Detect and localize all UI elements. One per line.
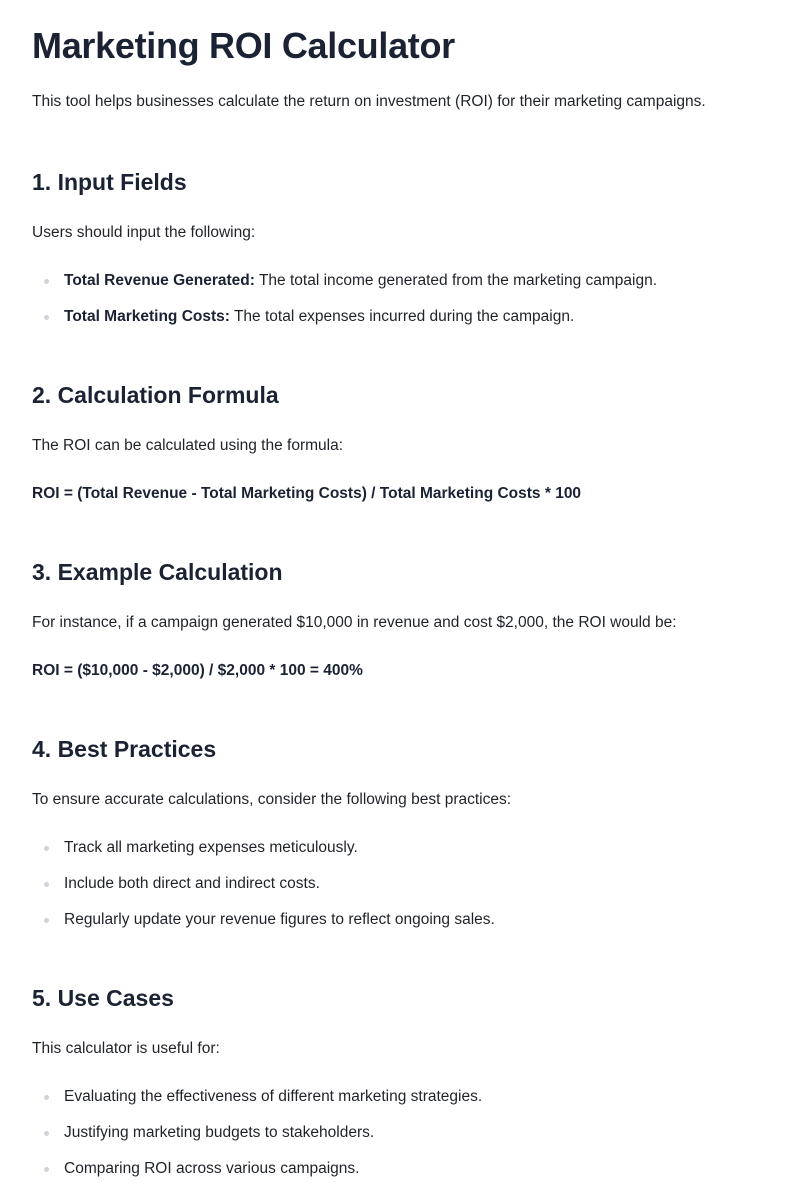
page-title: Marketing ROI Calculator [32, 25, 455, 66]
section-input-fields [32, 167, 768, 329]
intro-paragraph: This tool helps businesses calculate the return on investment (ROI) for their marketing campaigns. [32, 93, 706, 110]
section-heading: 3. Example Calculation [32, 559, 283, 585]
list-item: Track all marketing expenses meticulously. [32, 836, 768, 860]
section-heading: 2. Calculation Formula [32, 382, 279, 408]
list-item [32, 269, 768, 293]
section-paragraph: Users should input the following: [32, 224, 256, 241]
section-calculation-formula [32, 380, 768, 506]
example-formula: ROI = ($10,000 - $2,000) / $2,000 * 100 = 400% [32, 662, 363, 679]
list-item-text: The total expenses incurred during the campaign. [229, 308, 575, 325]
best-practices-list [32, 836, 768, 932]
list-item-term: Total Marketing Costs: [64, 308, 230, 325]
section-example-calculation [32, 557, 768, 683]
list-item-text: The total income generated from the marketing campaign. [254, 272, 658, 289]
list-item: Justifying marketing budgets to stakeholders. [32, 1121, 768, 1145]
list-item: Comparing ROI across various campaigns. [32, 1157, 768, 1181]
section-paragraph: This calculator is useful for: [32, 1040, 220, 1057]
section-heading: 1. Input Fields [32, 169, 187, 195]
section-use-cases [32, 983, 768, 1181]
roi-formula: ROI = (Total Revenue - Total Marketing Costs) / Total Marketing Costs * 100 [32, 485, 582, 502]
section-best-practices [32, 734, 768, 932]
section-paragraph: To ensure accurate calculations, consider the following best practices: [32, 791, 512, 808]
use-cases-list [32, 1085, 768, 1181]
list-item-term: Total Revenue Generated: [64, 272, 255, 289]
section-heading: 4. Best Practices [32, 736, 217, 762]
list-item: Include both direct and indirect costs. [32, 872, 768, 896]
section-paragraph: For instance, if a campaign generated $10,000 in revenue and cost $2,000, the ROI would be: [32, 614, 677, 631]
list-item: Evaluating the effectiveness of different marketing strategies. [32, 1085, 768, 1109]
section-paragraph: The ROI can be calculated using the formula: [32, 437, 344, 454]
list-item [32, 305, 768, 329]
input-fields-list [32, 269, 768, 329]
section-heading: 5. Use Cases [32, 985, 174, 1011]
list-item: Regularly update your revenue figures to reflect ongoing sales. [32, 908, 768, 932]
